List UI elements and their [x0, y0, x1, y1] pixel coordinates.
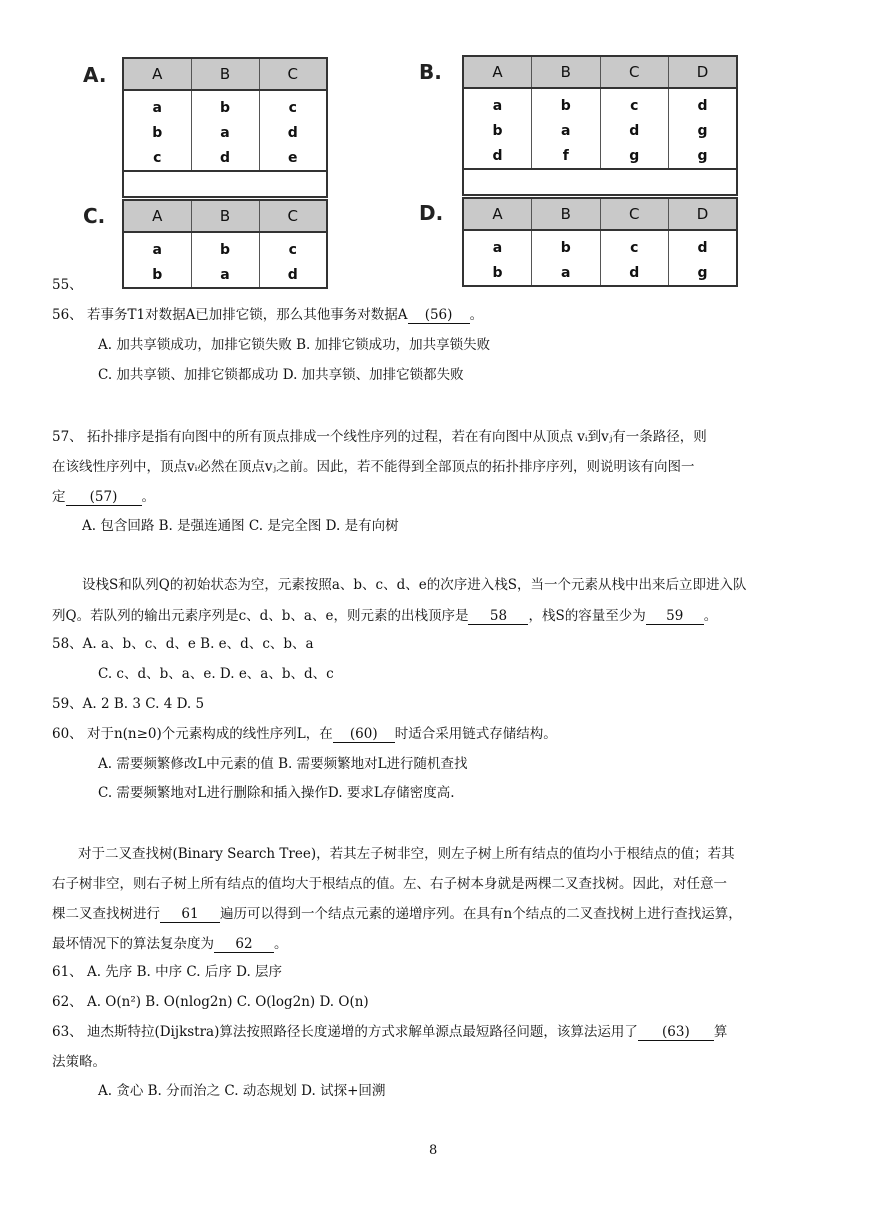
column-header: C [259, 200, 327, 232]
table-frame-extension [462, 166, 738, 196]
table-cell: a [463, 230, 532, 260]
question-61-62-line-1: 对于二叉查找树(Binary Search Tree)，若其左子树非空，则左子树上所有结点的值均小于根结点的值；若其 [78, 846, 735, 862]
table-cell: c [288, 99, 297, 116]
table-cell: b [532, 230, 601, 260]
table-cell: c [600, 230, 669, 260]
question-58-options-cd: C. c、d、b、a、e. D. e、a、b、d、c [98, 666, 334, 682]
column-header: B [191, 200, 259, 232]
question-58-options-ab: 58、A. a、b、c、d、e B. e、d、c、b、a [52, 636, 314, 652]
table-cell: a [532, 260, 601, 286]
answer-blank-60: (60) [333, 726, 395, 743]
column-header: B [532, 198, 601, 230]
table-cell: d [287, 266, 298, 283]
question-56-end: 。 [469, 307, 484, 323]
question-61-62-text: 棵二叉查找树进行 [52, 906, 160, 922]
question-63-end: 算 [713, 1024, 728, 1040]
question-59-options: 59、A. 2 B. 3 C. 4 D. 5 [52, 696, 205, 712]
relation-table-a [122, 57, 328, 172]
question-58-59-end: 。 [703, 608, 718, 624]
table-cell: b [191, 232, 259, 262]
column-header: C [600, 56, 669, 88]
table-row [123, 232, 327, 262]
table-cell: a [191, 120, 259, 145]
table-row [463, 260, 737, 286]
question-63-options: A. 贪心 B. 分而治之 C. 动态规划 D. 试探+回溯 [98, 1083, 386, 1099]
question-61-62-end: 。 [274, 936, 288, 952]
question-60-stem [52, 722, 557, 743]
table-row [463, 88, 737, 118]
table-cell: d [463, 143, 532, 169]
relation-table-b [462, 55, 738, 170]
table-cell: d [600, 118, 669, 143]
question-60-end: 时适合采用链式存储结构。 [394, 726, 557, 742]
table-cell: a [532, 118, 601, 143]
option-letter-d: D. [419, 201, 444, 225]
question-58-59-mid: ，栈S的容量至少为 [528, 608, 646, 624]
question-56-stem [52, 303, 483, 324]
table-row [463, 230, 737, 260]
table-row [123, 120, 327, 145]
question-58-59-text: 列Q。若队列的输出元素序列是c、d、b、a、e，则元素的出栈顶序是 [52, 608, 469, 624]
table-row [123, 90, 327, 120]
answer-blank-62: 62 [214, 936, 274, 953]
table-cell: d [600, 260, 669, 286]
column-header: B [191, 58, 259, 90]
table-cell: g [697, 264, 708, 281]
question-60-options-cd: C. 需要频繁地对L进行删除和插入操作D. 要求L存储密度高. [98, 785, 455, 801]
table-cell: g [697, 147, 708, 164]
table-cell: d [697, 97, 708, 114]
table-cell: d [697, 239, 708, 256]
question-61-62-line-2: 右子树非空，则右子树上所有结点的值均大于根结点的值。左、右子树本身就是两棵二叉查找树。因此，对任意一 [52, 876, 727, 892]
column-header: D [669, 56, 738, 88]
question-61-62-cont: 遍历可以得到一个结点元素的递增序列。在具有n个结点的二叉查找树上进行查找运算， [220, 906, 742, 922]
table-cell: a [463, 88, 532, 118]
question-57-options: A. 包含回路 B. 是强连通图 C. 是完全图 D. 是有向树 [82, 518, 399, 534]
answer-blank-59: 59 [646, 608, 704, 625]
answer-blank-58: 58 [468, 608, 528, 625]
table-cell: c [288, 241, 297, 258]
column-header: A [123, 58, 191, 90]
table-cell: b [532, 88, 601, 118]
question-61-options: 61、 A. 先序 B. 中序 C. 后序 D. 层序 [52, 964, 283, 980]
question-63-stem [52, 1020, 727, 1041]
column-header: A [463, 56, 532, 88]
question-63-text: 63、 迪杰斯特拉(Dijkstra)算法按照路径长度递增的方式求解单源点最短路径问题，该算法运用了 [52, 1024, 638, 1040]
question-58-59-line-1: 设栈S和队列Q的初始状态为空，元素按照a、b、c、d、e的次序进入栈S，当一个元素从栈中出来后立即进入队 [82, 577, 747, 593]
relation-table-c [122, 199, 328, 289]
table-frame-extension [122, 168, 328, 198]
table-cell: c [123, 145, 191, 171]
table-cell: d [287, 124, 298, 141]
table-cell: b [123, 120, 191, 145]
question-57-line-3 [52, 485, 155, 506]
question-58-59-line-2 [52, 604, 717, 625]
table-cell: b [123, 262, 191, 288]
page-number: 8 [429, 1143, 438, 1158]
table-cell: c [600, 88, 669, 118]
table-row [463, 118, 737, 143]
question-63-line-2: 法策略。 [52, 1054, 106, 1070]
table-cell: f [532, 143, 601, 169]
column-header: C [259, 58, 327, 90]
column-header: C [600, 198, 669, 230]
question-57-line-2: 在该线性序列中，顶点vᵢ必然在顶点vⱼ之前。因此，若不能得到全部顶点的拓扑排序序列，则说明该有向图一 [52, 459, 695, 475]
question-55-number: 55、 [52, 277, 83, 293]
question-57-line-1: 57、 拓扑排序是指有向图中的所有顶点排成一个线性序列的过程，若在有向图中从顶点 vᵢ到vⱼ有一条路径，则 [52, 429, 707, 445]
column-header: A [123, 200, 191, 232]
column-header: A [463, 198, 532, 230]
answer-blank-61: 61 [160, 906, 220, 923]
option-letter-b: B. [419, 60, 442, 84]
question-61-62-line-3 [52, 902, 742, 923]
answer-blank-63: (63) [638, 1024, 714, 1041]
option-letter-a: A. [83, 63, 107, 87]
table-cell: b [191, 90, 259, 120]
question-62-options: 62、 A. O(n²) B. O(nlog2n) C. O(log2n) D. O(n) [52, 994, 369, 1010]
table-cell: a [123, 232, 191, 262]
question-56-text: 56、 若事务T1对数据A已加排它锁，那么其他事务对数据A [52, 307, 408, 323]
table-cell: a [191, 262, 259, 288]
relation-table-d [462, 197, 738, 287]
question-61-62-line-4 [52, 932, 288, 953]
column-header: B [532, 56, 601, 88]
question-56-options-cd: C. 加共享锁、加排它锁都成功 D. 加共享锁、加排它锁都失败 [98, 367, 464, 383]
answer-blank-56: (56) [408, 307, 470, 324]
table-cell: b [463, 118, 532, 143]
question-57-text: 定 [52, 489, 66, 505]
option-letter-c: C. [83, 204, 106, 228]
answer-blank-57: (57) [66, 489, 142, 506]
question-61-62-text-2: 最坏情况下的算法复杂度为 [52, 936, 214, 952]
column-header: D [669, 198, 738, 230]
question-57-end: 。 [141, 489, 155, 505]
question-56-options-ab: A. 加共享锁成功，加排它锁失败 B. 加排它锁成功，加共享锁失败 [98, 337, 491, 353]
table-cell: a [123, 90, 191, 120]
table-cell: g [697, 122, 708, 139]
table-cell: g [600, 143, 669, 169]
question-60-text: 60、 对于n(n≥0)个元素构成的线性序列L，在 [52, 726, 333, 742]
table-cell: d [191, 145, 259, 171]
table-cell: e [288, 149, 298, 166]
table-row [123, 262, 327, 288]
question-60-options-ab: A. 需要频繁修改L中元素的值 B. 需要频繁地对L进行随机查找 [98, 756, 468, 772]
table-cell: b [463, 260, 532, 286]
